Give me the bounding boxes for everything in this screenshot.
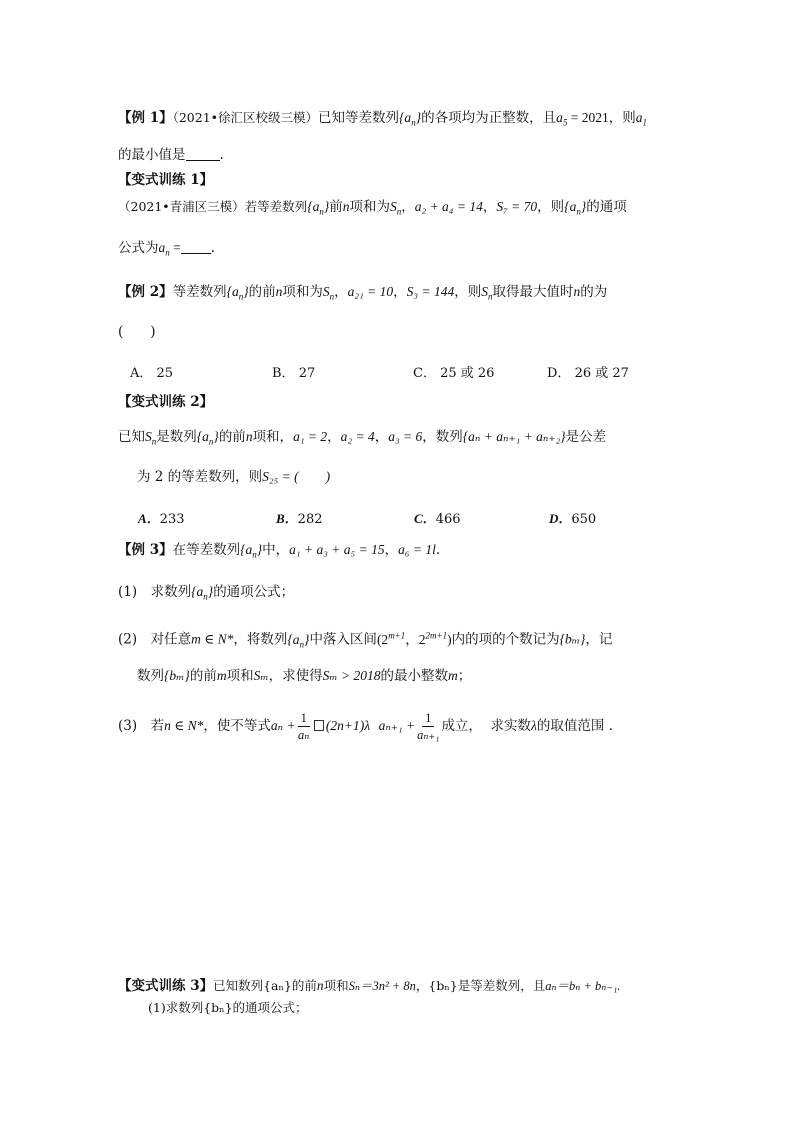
part-2-seq: $\{a_n\}$ (287, 631, 310, 650)
part-3-end: ． (608, 718, 623, 734)
example-1-line-2 (118, 145, 224, 165)
example-3-line-1: 【例 3】在等差数列$\{a_n\}$中，a₁ + a₃ + a₅ = 15，a₆ = 1l. (118, 542, 441, 560)
example-2-seq: $\{a_n\}$ (226, 284, 249, 302)
variant-2-cond-3: a₃ = 6 (388, 429, 423, 444)
example-1-seq: $\{a_n\}$ (399, 110, 422, 128)
part-2-line2-e: 的最小整数 (380, 668, 448, 684)
part-2-sm: Sₘ (253, 668, 269, 683)
variant-1-text-2: 项和为 (349, 199, 390, 215)
variant-3-part-1: (1)求数列{bₙ}的通项公式； (148, 1000, 308, 1015)
part-3-n: n ∈ N* (164, 718, 204, 733)
example-1-line-1 (118, 108, 647, 133)
example-1-text-1: 已知等差数列 (318, 110, 400, 126)
part-2-m-2: m (216, 668, 227, 683)
answer-blank (181, 241, 211, 254)
variant-2-option-b[interactable]: B．282 (276, 511, 323, 527)
variant-3-n: n (316, 978, 324, 993)
example-1-text-line2: 的最小值是 (118, 147, 186, 163)
variant-1-line-1: （2021•青浦区三模）若等差数列$\{a_n\}$前n项和为$S_n$，a₂ + a₄ = 14，S₇ = 70，则$\{a_n\}$的通项 (118, 199, 627, 217)
variant-1-text-1: 前 (329, 199, 343, 215)
example-2-option-a[interactable]: A． 25 (130, 366, 174, 381)
example-2-text-6: 的为 (580, 284, 608, 300)
part-3-number: (3) (118, 718, 138, 734)
part-1-text: 求数列 (150, 584, 192, 600)
variant-2-cond-2: a₂ = 4 (340, 429, 375, 444)
part-2-m: m ∈ N* (191, 631, 234, 647)
part-2-line2-d: ，求使得 (268, 668, 323, 684)
example-1-condition: $a_5 = 2021$ (556, 110, 609, 128)
variant-1-line-2 (118, 238, 215, 263)
part-3-lambda: λ (531, 718, 537, 733)
example-2-cond-2: S₃ = 144 (406, 284, 455, 299)
variant-2-option-d[interactable]: D．650 (549, 511, 597, 527)
example-1-text-3: ，则 (608, 110, 636, 126)
example-1-target: $a_1$ (635, 110, 647, 128)
variant-1-n: n (342, 199, 350, 214)
example-2-n: n (275, 284, 283, 299)
variant-2-option-a[interactable]: A．233 (138, 511, 185, 527)
part-2-semicolon: ； (457, 668, 472, 684)
part-1-seq: $\{a_n\}$ (191, 584, 214, 602)
unknown-symbol-box (314, 720, 324, 731)
example-2-option-d[interactable]: D． 26 或 27 (547, 366, 629, 381)
example-3-seq: $\{a_n\}$ (240, 542, 263, 560)
example-2-text-5: 取得最大值时 (492, 284, 574, 300)
example-3-cond-2: a₆ = 1l (398, 542, 436, 557)
example-2-tag: 【例 2】 (118, 284, 173, 300)
variant-2-sn: $S_n$ (145, 429, 157, 447)
variant-3-tag: 【变式训练 3】 (118, 978, 214, 994)
example-2-paren: ( ) (118, 324, 156, 340)
variant-3-condition: aₙ＝bₙ + bₙ₋₁. (545, 979, 621, 993)
variant-3-text-3: ，{bₙ}是等差数列，且 (415, 978, 546, 993)
fraction-1: $\frac{1}{\text{aₙ}}$ (298, 711, 310, 742)
example-3-part-1 (118, 582, 294, 607)
part-2-text-b: ，将数列 (233, 631, 288, 648)
example-3-part-2-line-1 (118, 625, 612, 654)
example-3-cond-1: a₁ + a₃ + a₅ = 15 (289, 542, 385, 557)
part-3-text-b: ，使不等式 (203, 718, 271, 734)
example-2-text-3: 项和为 (282, 284, 323, 300)
variant-2-seq-2: {aₙ + aₙ₊₁ + aₙ₊₂} (462, 429, 566, 444)
answer-blank (186, 148, 220, 161)
example-2-sn-2: $S_n$ (481, 284, 493, 302)
part-2-text-c: 中落入区间 (309, 631, 377, 648)
variant-2-n: n (245, 429, 253, 444)
variant-2-option-c[interactable]: C．466 (414, 511, 461, 527)
example-1-period: . (219, 147, 224, 163)
example-1-source: （2021•徐汇区校级三模） (172, 110, 319, 125)
part-2-text-a: 对任意 (150, 631, 192, 648)
part-1-end: 的通项公式； (213, 584, 295, 600)
fraction-2: $\frac{1}{\text{aₙ₊₁}}$ (417, 711, 440, 742)
part-2-bm: {bₘ} (559, 631, 586, 647)
part-1-number: (1) (118, 584, 138, 600)
part-3-text-a: 若 (150, 718, 165, 734)
example-3-text-1: 在等差数列 (172, 542, 241, 558)
example-2-text-4: ，则 (454, 284, 482, 300)
variant-2-seq: $\{a_n\}$ (196, 429, 219, 447)
variant-3-line-1 (118, 976, 620, 996)
example-2-option-c[interactable]: C． 25 或 26 (413, 366, 495, 381)
part-3-mid: (2n+1)λ (325, 718, 371, 733)
variant-1-period: . (210, 240, 216, 256)
part-2-line2-c: 项和 (226, 668, 254, 684)
variant-1-answer: $a_n$ = (158, 240, 181, 258)
example-3-part-3 (118, 708, 622, 744)
part-2-text-e: ，记 (585, 631, 613, 648)
variant-2-text-6: 是公差 (565, 429, 607, 445)
variant-1-cond-2: S₇ = 70 (496, 199, 538, 214)
example-2-sn: $S_n$ (322, 284, 335, 302)
part-3-text-e: 的取值范围 (536, 718, 605, 734)
variant-2-tag: 【变式训练 2】 (118, 394, 214, 410)
part-3-text-c: 成立， (441, 718, 482, 734)
variant-2-text-5: ，数列 (422, 429, 463, 445)
example-3-period: . (435, 542, 441, 558)
example-3-text-2: 中， (262, 542, 290, 558)
variant-2-text-2: 是数列 (156, 429, 197, 445)
part-2-interval: ($2^{m+1}$，$2^{2m+1}$) (376, 630, 452, 647)
variant-1-text-4: 的通项 (586, 199, 627, 215)
variant-1-tag: 【变式训练 1】 (118, 172, 214, 188)
variant-2-line-1: 已知$S_n$是数列$\{a_n\}$的前n项和，a₁ = 2，a₂ = 4，a₃ = 6，数列{aₙ + aₙ₊₁ + aₙ₊₂}是公差 (118, 429, 607, 447)
example-3-part-2-line-2 (137, 666, 471, 686)
example-1-tag: 【例 1】 (118, 110, 173, 126)
part-2-line2-a: 数列 (137, 668, 164, 684)
variant-3-sn: Sₙ＝3n² + 8n (348, 979, 416, 993)
variant-3-text-2: 项和 (323, 978, 349, 993)
variant-1-source: （2021•青浦区三模）若等差数列 (118, 199, 308, 214)
part-2-text-d: 内的项的个数记为 (451, 631, 560, 648)
variant-1-text-line2: 公式为 (118, 240, 159, 256)
variant-2-text-1: 已知 (118, 429, 145, 445)
part-2-number: (2) (118, 631, 138, 648)
variant-1-cond-1: a₂ + a₄ = 14 (414, 199, 483, 214)
variant-1-seq-2: $\{a_n\}$ (564, 199, 587, 217)
variant-2-text-line2: 为 2 的等差数列，则 (137, 469, 263, 485)
variant-3-text-1: 已知数列{aₙ}的前 (213, 978, 317, 993)
part-2-m-3: m (448, 668, 458, 683)
example-2-text-2: 的前 (248, 284, 276, 300)
example-2-line-1: 【例 2】等差数列$\{a_n\}$的前n项和为$S_n$，a₂₁ = 10，S₃ = 144，则$S_n$取得最大值时n的为 (118, 284, 608, 302)
variant-1-seq: $\{a_n\}$ (307, 199, 330, 217)
variant-2-line-2 (137, 467, 330, 487)
part-2-bm-2: {bₘ} (164, 668, 190, 683)
example-2-cond-1: a₂₁ = 10 (347, 284, 394, 299)
part-3-an1: aₙ₊₁ + (378, 718, 416, 733)
example-1-text-2: 的各项均为正整数，且 (421, 110, 557, 126)
variant-2-cond-1: a₁ = 2 (293, 429, 328, 444)
variant-1-sn: $S_n$ (390, 199, 402, 217)
example-3-tag: 【例 3】 (118, 542, 173, 558)
part-3-an: aₙ + (270, 718, 296, 733)
example-2-option-b[interactable]: B． 27 (272, 366, 316, 381)
part-3-text-d: 求实数 (490, 718, 532, 734)
variant-1-text-3: ，则 (537, 199, 565, 215)
example-2-text-1: 等差数列 (172, 284, 227, 300)
variant-2-text-4: 项和， (252, 429, 294, 445)
part-2-inequality: Sₘ > 2018 (322, 668, 381, 683)
part-2-line2-b: 的前 (189, 668, 217, 684)
variant-2-text-3: 的前 (218, 429, 246, 445)
variant-2-s25: S₂₅ = ( ) (262, 469, 331, 484)
example-2-n-2: n (573, 284, 581, 299)
